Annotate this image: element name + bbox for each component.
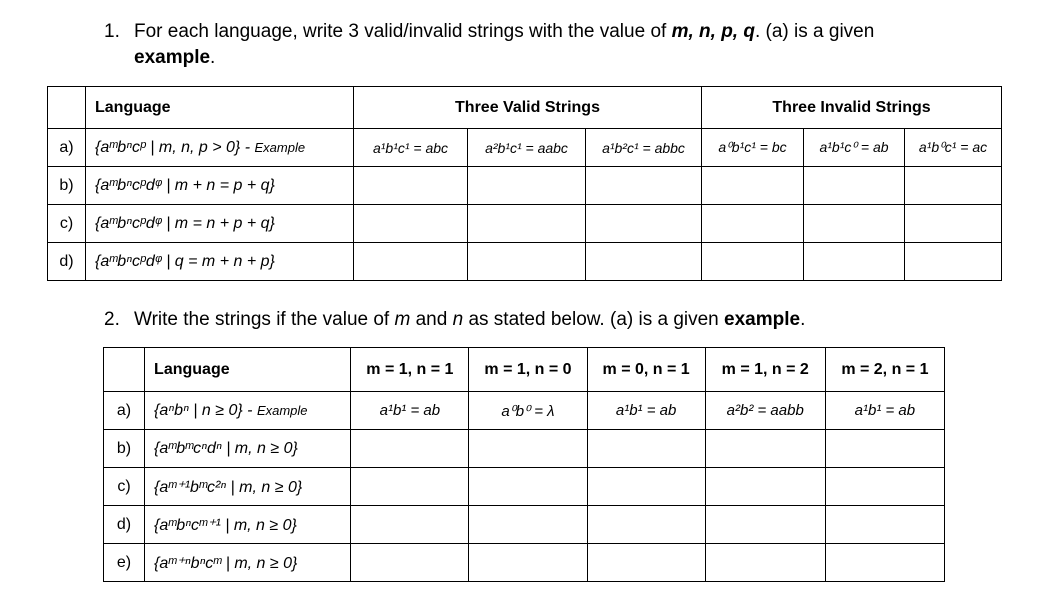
- question-1-text-after: . (a) is a given: [754, 21, 875, 42]
- row-label: c): [48, 205, 86, 243]
- answer-cell[interactable]: [825, 430, 944, 468]
- answer-cell[interactable]: a⁰b¹c¹ = bc: [702, 129, 804, 167]
- answer-cell[interactable]: [469, 468, 587, 506]
- answer-cell[interactable]: [905, 167, 1002, 205]
- language-cell: [145, 544, 351, 582]
- answer-cell[interactable]: [702, 205, 804, 243]
- answer-cell[interactable]: [354, 205, 468, 243]
- table-1: [47, 86, 1002, 281]
- answer-cell[interactable]: [587, 468, 705, 506]
- question-1-number: 1.: [104, 21, 120, 42]
- language-expression: {aᵐbᵐcⁿdⁿ | m, n ≥ 0}: [154, 439, 298, 457]
- question-2: [104, 307, 1004, 333]
- row-label: b): [48, 167, 86, 205]
- table-2-header-col: m = 1, n = 0: [469, 348, 587, 392]
- answer-cell[interactable]: [586, 243, 702, 281]
- question-1-vars: m, n, p, q: [671, 21, 755, 42]
- language-cell: [86, 167, 354, 205]
- table-2: [103, 347, 945, 582]
- language-cell: [145, 392, 351, 430]
- question-2-text-2: as stated below. (a) is a given: [463, 309, 725, 330]
- answer-cell[interactable]: [354, 243, 468, 281]
- answer-cell[interactable]: [351, 468, 469, 506]
- language-cell: [145, 468, 351, 506]
- table-2-header-col: m = 0, n = 1: [587, 348, 705, 392]
- answer-cell[interactable]: [468, 205, 586, 243]
- language-expression: {aᵐ⁺¹bᵐc²ⁿ | m, n ≥ 0}: [154, 478, 303, 496]
- table-2-header-col: m = 1, n = 1: [351, 348, 469, 392]
- answer-cell[interactable]: a²b¹c¹ = aabc: [468, 129, 586, 167]
- language-cell: [86, 129, 354, 167]
- answer-cell[interactable]: [587, 544, 705, 582]
- table-1-header-corner: [48, 87, 86, 129]
- answer-cell[interactable]: a¹b¹c⁰ = ab: [804, 129, 905, 167]
- row-label: c): [104, 468, 145, 506]
- language-cell: [86, 243, 354, 281]
- language-expression: {aⁿbⁿ | n ≥ 0} -: [154, 401, 257, 419]
- question-1-line-2: [104, 45, 1004, 71]
- question-1-example: example: [134, 47, 211, 68]
- answer-cell[interactable]: a¹b¹ = ab: [587, 392, 705, 430]
- language-expression: {aᵐbⁿcᵐ⁺¹ | m, n ≥ 0}: [154, 516, 297, 534]
- answer-cell[interactable]: [705, 468, 825, 506]
- row-label: a): [104, 392, 145, 430]
- answer-cell[interactable]: [469, 544, 587, 582]
- answer-cell[interactable]: [469, 430, 587, 468]
- answer-cell[interactable]: [905, 205, 1002, 243]
- table-row: [104, 506, 945, 544]
- answer-cell[interactable]: [351, 544, 469, 582]
- answer-cell[interactable]: [587, 506, 705, 544]
- question-2-text: Write the strings if the value of: [134, 309, 395, 330]
- table-2-header-row: [104, 348, 945, 392]
- answer-cell[interactable]: a¹b¹c¹ = abc: [354, 129, 468, 167]
- question-2-var-n: n: [452, 309, 464, 330]
- table-2-header-col: m = 2, n = 1: [825, 348, 944, 392]
- table-2-header-language: Language: [145, 348, 351, 392]
- answer-cell[interactable]: a¹b²c¹ = abbc: [586, 129, 702, 167]
- question-1-line-1: [104, 19, 1004, 45]
- answer-cell[interactable]: [705, 430, 825, 468]
- question-2-and: and: [410, 309, 453, 330]
- table-1-header-row: [48, 87, 1002, 129]
- example-note: Example: [254, 139, 306, 155]
- row-label: e): [104, 544, 145, 582]
- row-label: d): [48, 243, 86, 281]
- table-row: [48, 205, 1002, 243]
- table-row: [48, 167, 1002, 205]
- table-1-header-language: Language: [86, 87, 354, 129]
- question-2-period: .: [800, 309, 806, 330]
- table-row: [104, 392, 945, 430]
- table-1-header-valid: Three Valid Strings: [354, 87, 702, 129]
- answer-cell[interactable]: a¹b⁰c¹ = ac: [905, 129, 1002, 167]
- table-1-header-invalid: Three Invalid Strings: [702, 87, 1002, 129]
- answer-cell[interactable]: [804, 243, 905, 281]
- answer-cell[interactable]: [905, 243, 1002, 281]
- answer-cell[interactable]: a¹b¹ = ab: [825, 392, 944, 430]
- question-1-period: .: [210, 47, 216, 68]
- answer-cell[interactable]: [825, 506, 944, 544]
- table-2-header-col: m = 1, n = 2: [705, 348, 825, 392]
- answer-cell[interactable]: [468, 167, 586, 205]
- answer-cell[interactable]: [586, 205, 702, 243]
- question-2-var-m: m: [394, 309, 411, 330]
- question-1-text: For each language, write 3 valid/invalid strings with the value of: [134, 21, 672, 42]
- language-cell: [145, 430, 351, 468]
- answer-cell[interactable]: [586, 167, 702, 205]
- table-row: [104, 544, 945, 582]
- row-label: b): [104, 430, 145, 468]
- answer-cell[interactable]: [702, 243, 804, 281]
- language-expression: {aᵐbⁿcᵖdᵠ | m = n + p + q}: [95, 214, 275, 232]
- table-2-header-corner: [104, 348, 145, 392]
- answer-cell[interactable]: [825, 468, 944, 506]
- answer-cell[interactable]: [705, 544, 825, 582]
- answer-cell[interactable]: [804, 205, 905, 243]
- answer-cell[interactable]: [804, 167, 905, 205]
- answer-cell[interactable]: a¹b¹ = ab: [351, 392, 469, 430]
- table-row: [48, 243, 1002, 281]
- table-row: [48, 129, 1002, 167]
- language-expression: {aᵐbⁿcᵖ | m, n, p > 0} -: [95, 138, 255, 156]
- language-expression: {aᵐbⁿcᵖdᵠ | q = m + n + p}: [95, 252, 275, 270]
- language-cell: [145, 506, 351, 544]
- answer-cell[interactable]: [469, 506, 587, 544]
- answer-cell[interactable]: [705, 506, 825, 544]
- question-2-number: 2.: [104, 309, 120, 330]
- answer-cell[interactable]: a⁰b⁰ = λ: [469, 392, 587, 430]
- language-cell: [86, 205, 354, 243]
- answer-cell[interactable]: [587, 430, 705, 468]
- answer-cell[interactable]: [468, 243, 586, 281]
- question-2-example: example: [724, 309, 801, 330]
- answer-cell[interactable]: a²b² = aabb: [705, 392, 825, 430]
- row-label: d): [104, 506, 145, 544]
- answer-cell[interactable]: [351, 430, 469, 468]
- table-row: [104, 468, 945, 506]
- answer-cell[interactable]: [351, 506, 469, 544]
- answer-cell[interactable]: [354, 167, 468, 205]
- table-row: [104, 430, 945, 468]
- example-note: Example: [256, 402, 308, 418]
- question-1: [104, 19, 1004, 71]
- language-expression: {aᵐ⁺ⁿbⁿcᵐ | m, n ≥ 0}: [154, 554, 298, 572]
- answer-cell[interactable]: [825, 544, 944, 582]
- answer-cell[interactable]: [702, 167, 804, 205]
- row-label: a): [48, 129, 86, 167]
- language-expression: {aᵐbⁿcᵖdᵠ | m + n = p + q}: [95, 176, 275, 194]
